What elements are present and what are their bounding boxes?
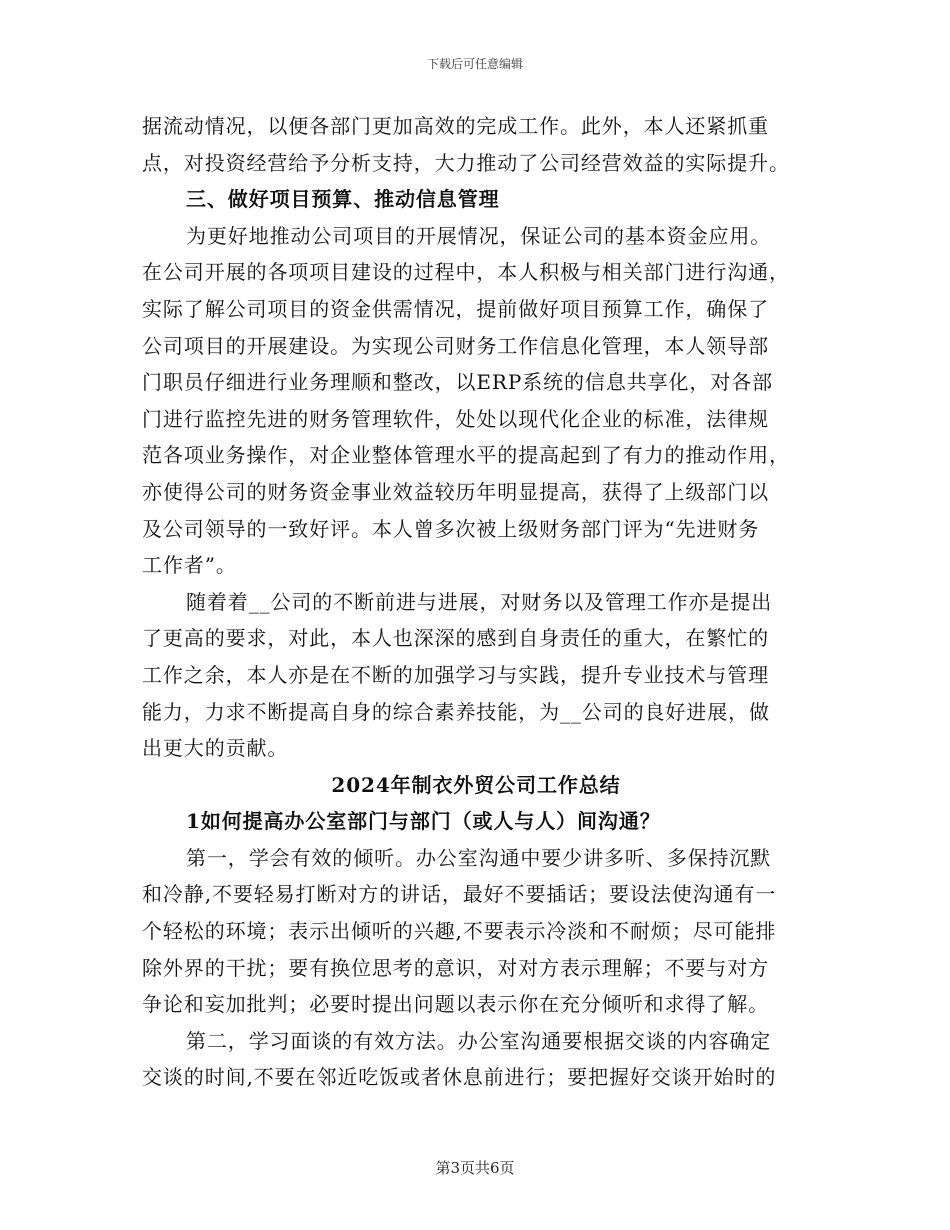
paragraph-line: 能力，力求不断提高自身的综合素养技能，为__公司的良好进展，做 bbox=[142, 699, 770, 724]
paragraph-line: 第二，学习面谈的有效方法。办公室沟通要根据交谈的内容确定 bbox=[186, 1028, 772, 1053]
page-footer: 第3页共6页 bbox=[435, 1159, 515, 1177]
paragraph-line: 点，对投资经营给予分析支持，大力推动了公司经营效益的实际提升。 bbox=[142, 150, 790, 175]
paragraph-line: 门职员仔细进行业务理顺和整改，以ERP系统的信息共享化，对各部 bbox=[142, 370, 774, 395]
paragraph-line: 工作之余，本人亦是在不断的加强学习与实践，提升专业技术与管理 bbox=[142, 662, 769, 687]
page-header: 下载后可任意编辑 bbox=[426, 57, 523, 71]
paragraph-line: 门进行监控先进的财务管理软件，处处以现代化企业的标准，法律规 bbox=[142, 406, 769, 431]
paragraph-line: 个轻松的环境；表示出倾听的兴趣,不要表示冷淡和不耐烦；尽可能排 bbox=[142, 919, 777, 944]
document-body bbox=[142, 108, 810, 1096]
paragraph-line: 实际了解公司项目的资金供需情况，提前做好项目预算工作，确保了 bbox=[142, 296, 769, 321]
paragraph-line: 交谈的时间,不要在邻近吃饭或者休息前进行；要把握好交谈开始时的 bbox=[142, 1065, 777, 1090]
paragraph-line: 随着着__公司的不断前进与进展，对财务以及管理工作亦是提出 bbox=[186, 589, 773, 614]
paragraph-line: 工作者”。 bbox=[142, 553, 237, 578]
paragraph-line: 了更高的要求，对此，本人也深深的感到自身责任的重大，在繁忙的 bbox=[142, 626, 769, 651]
paragraph-line: 争论和妄加批判；必要时提出问题以表示你在充分倾听和求得了解。 bbox=[142, 992, 769, 1017]
paragraph-line: 除外界的干扰；要有换位思考的意识，对对方表示理解；不要与对方 bbox=[142, 955, 769, 980]
paragraph-line: 出更大的贡献。 bbox=[142, 736, 289, 761]
section-heading: 三、做好项目预算、推动信息管理 bbox=[186, 187, 500, 212]
paragraph-line: 第一，学会有效的倾听。办公室沟通中要少讲多听、多保持沉默 bbox=[186, 845, 772, 870]
paragraph-line: 亦使得公司的财务资金事业效益较历年明显提高，获得了上级部门以 bbox=[142, 479, 769, 504]
document-title: 2024年制衣外贸公司工作总结 bbox=[331, 772, 621, 797]
paragraph-line: 及公司领导的一致好评。本人曾多次被上级财务部门评为“先进财务 bbox=[142, 516, 760, 541]
paragraph-line: 据流动情况，以便各部门更加高效的完成工作。此外，本人还紧抓重 bbox=[142, 114, 769, 138]
section-heading: 1如何提高办公室部门与部门（或人与人）间沟通？ bbox=[186, 809, 661, 834]
paragraph-line: 和冷静,不要轻易打断对方的讲话，最好不要插话；要设法使沟通有一 bbox=[142, 882, 777, 907]
paragraph-line: 为更好地推动公司项目的开展情况，保证公司的基本资金应用。 bbox=[186, 223, 772, 248]
paragraph-line: 公司项目的开展建设。为实现公司财务工作信息化管理，本人领导部 bbox=[142, 333, 769, 358]
paragraph-line: 范各项业务操作，对企业整体管理水平的提高起到了有力的推动作用， bbox=[142, 443, 790, 468]
paragraph-line: 在公司开展的各项项目建设的过程中，本人积极与相关部门进行沟通， bbox=[142, 260, 790, 285]
